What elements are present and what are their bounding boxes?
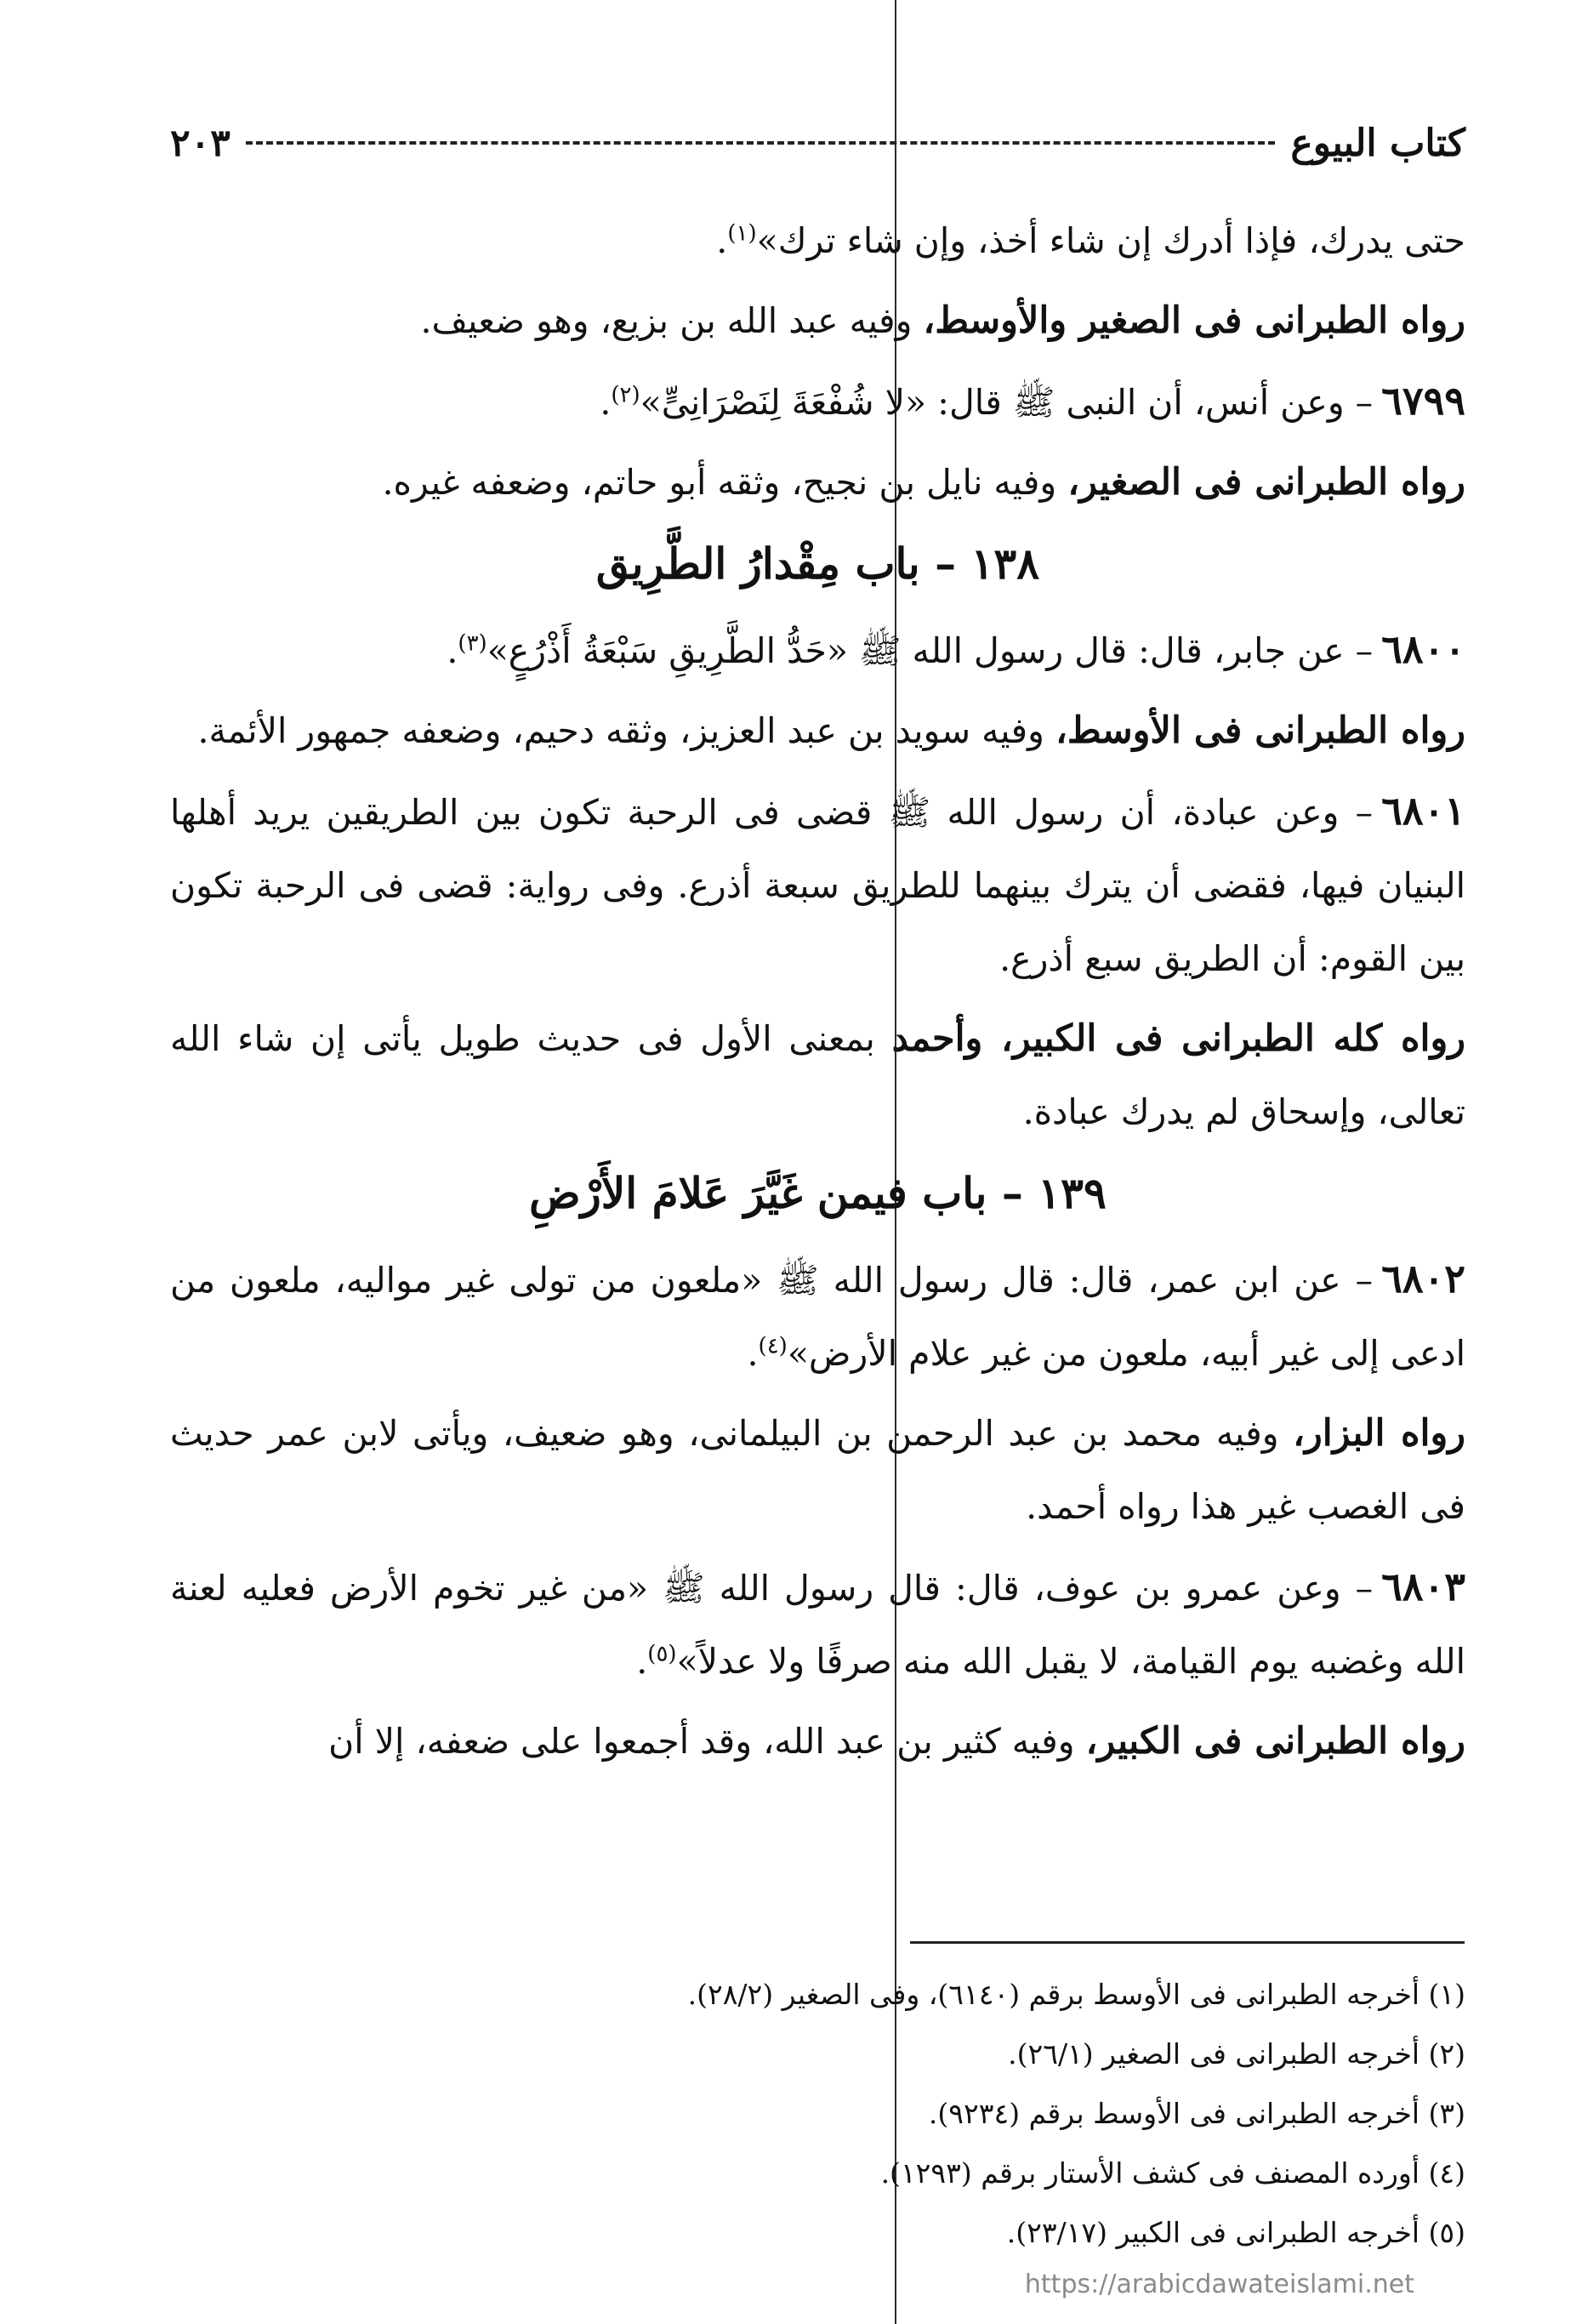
- chapter-heading: ١٣٨ – باب مِقْدارُ الطَّرِيق: [595, 538, 1040, 589]
- paragraph-end-mark: .: [636, 1641, 648, 1682]
- footnotes: [170, 1965, 1465, 2263]
- footnote-item: (٢) أخرجه الطبرانى فى الصغير (٢٦/١).: [1008, 2037, 1465, 2071]
- footnote-marker: (١): [727, 220, 757, 247]
- footnote-separator: [910, 1941, 1465, 1944]
- footnote-item: (٣) أخرجه الطبرانى فى الأوسط برقم (٩٢٣٤).: [928, 2097, 1465, 2130]
- paragraph-text: وفيه سويد بن عبد العزيز، وثقه دحيم، وضعفه جمهور الأئمة.: [197, 710, 1044, 751]
- narration-source: رواه البزار،: [1293, 1412, 1465, 1455]
- footnote-item: (٥) أخرجه الطبرانى فى الكبير (٢٣/١٧).: [1006, 2216, 1465, 2249]
- narration-paragraph: [170, 446, 1465, 519]
- hadith-paragraph: [170, 364, 1465, 439]
- footnote-item: (١) أخرجه الطبرانى فى الأوسط برقم (٦١٤٠)، وفى الصغير (٢٨/٢).: [687, 1978, 1465, 2011]
- hadith-paragraph: [170, 774, 1465, 995]
- paragraph-text: – عن ابن عمر، قال: قال رسول الله ﷺ «ملعون من تولى غير مواليه، ملعون من ادعى إلى غير أبيه، ملعون من غير علام الأرض»: [170, 1260, 1465, 1374]
- paragraph-text: وفيه عبد الله بن بزيع، وهو ضعيف.: [420, 300, 913, 341]
- hadith-paragraph: [170, 1550, 1465, 1698]
- paragraph-end-mark: .: [747, 1333, 759, 1374]
- paragraph-end-mark: .: [716, 220, 728, 261]
- paragraph-text: – عن جابر، قال: قال رسول الله ﷺ «حَدُّ الطَّرِيقِ سَبْعَةُ أَذْرُعٍ»: [486, 630, 1374, 671]
- footnote-marker: (٥): [647, 1641, 677, 1667]
- hadith-paragraph: [170, 612, 1465, 687]
- narration-source: رواه الطبرانى فى الصغير،: [1067, 461, 1465, 504]
- paragraph-text: – وعن عمرو بن عوف، قال: قال رسول الله ﷺ «من غير تخوم الأرض فعليه لعنة الله وغضبه يوم القيامة، لا يقبل الله منه صرفًا ولا عدلاً»: [170, 1568, 1465, 1682]
- page-header: [170, 109, 1465, 177]
- hadith-number: ٦٨٠١: [1381, 788, 1465, 834]
- chapter-heading: ١٣٩ – باب فيمن غَيَّرَ عَلامَ الأَرْضِ: [529, 1168, 1107, 1218]
- narration-paragraph: [170, 284, 1465, 357]
- paragraph-end-mark: .: [600, 382, 612, 423]
- narration-source: رواه الطبرانى فى الكبير،: [1085, 1720, 1465, 1763]
- text-paragraph: [170, 204, 1465, 277]
- narration-paragraph: [170, 694, 1465, 767]
- footnote-marker: (٢): [611, 382, 640, 408]
- footnote-item: (٤) أورده المصنف فى كشف الأستار برقم (١٢٩٣).: [880, 2156, 1465, 2190]
- narration-source: رواه الطبرانى فى الأوسط،: [1055, 709, 1465, 752]
- paragraph-text: بمعنى الأول فى حديث طويل يأتى إن شاء الله تعالى، وإسحاق لم يدرك عبادة.: [170, 1018, 1465, 1132]
- narration-paragraph: [170, 1705, 1465, 1778]
- paragraph-text: – وعن أنس، أن النبى ﷺ قال: «لا شُفْعَةَ لِنَصْرَانِىٍّ»: [640, 382, 1374, 423]
- narration-paragraph: [170, 1397, 1465, 1543]
- hadith-number: ٦٧٩٩: [1381, 378, 1465, 424]
- hadith-number: ٦٨٠٣: [1381, 1564, 1465, 1609]
- paragraph-text: وفيه محمد بن عبد الرحمن بن البيلمانى، وهو ضعيف، ويأتى لابن عمر حديث فى الغصب غير هذا رواه أحمد.: [170, 1413, 1465, 1527]
- paragraph-end-mark: .: [447, 630, 458, 671]
- narration-source: رواه الطبرانى فى الصغير والأوسط،: [923, 299, 1465, 342]
- page-number: ٢٠٣: [170, 121, 230, 165]
- narration-paragraph: [170, 1002, 1465, 1148]
- hadith-number: ٦٨٠٠: [1381, 626, 1465, 672]
- paragraph-text: حتى يدرك، فإذا أدرك إن شاء أخذ، وإن شاء ترك»: [756, 220, 1465, 261]
- header-dashed-rule: [246, 141, 1276, 145]
- main-text: [170, 204, 1465, 1785]
- hadith-number: ٦٨٠٢: [1381, 1256, 1465, 1302]
- paragraph-text: – وعن عبادة، أن رسول الله ﷺ قضى فى الرحبة تكون بين الطريقين يريد أهلها البنيان فيها، فقضى أن يترك بينهما للطريق سبعة أذرع. وفى رواية: قضى فى الرحبة تكون بين القوم: أن الطريق سبع أذرع.: [170, 792, 1465, 979]
- watermark-url: https://arabicdawateislami.net: [1024, 2270, 1414, 2299]
- footnote-marker: (٤): [758, 1333, 788, 1359]
- hadith-paragraph: [170, 1242, 1465, 1390]
- paragraph-text: وفيه كثير بن عبد الله، وقد أجمعوا على ضعفه، إلا أن: [328, 1721, 1075, 1762]
- narration-source: رواه كله الطبرانى فى الكبير، وأحمد: [891, 1017, 1465, 1060]
- footnote-marker: (٣): [458, 630, 487, 657]
- book-title: كتاب البيوع: [1290, 121, 1465, 165]
- paragraph-text: وفيه نايل بن نجيح، وثقه أبو حاتم، وضعفه غيره.: [382, 462, 1057, 503]
